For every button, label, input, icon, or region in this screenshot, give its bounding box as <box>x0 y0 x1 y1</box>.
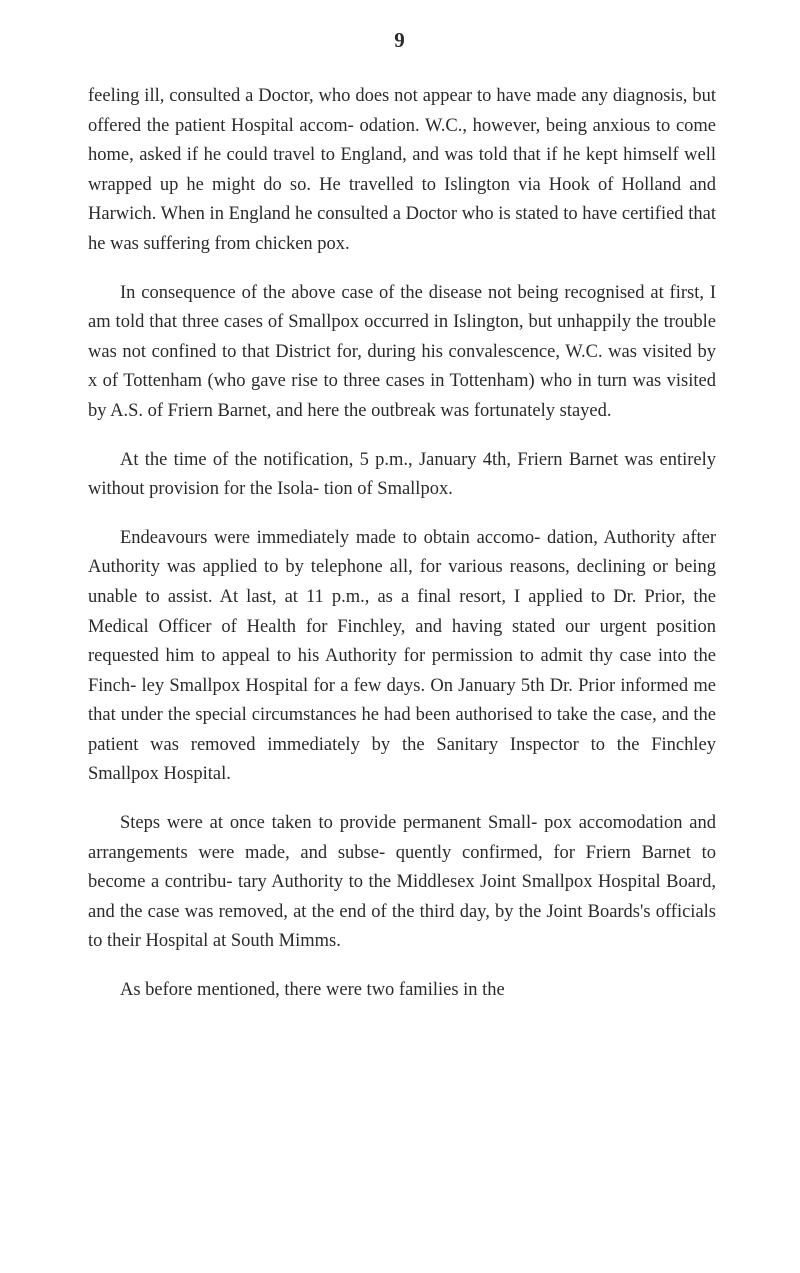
paragraph-endeavours: Endeavours were immediately made to obtain accomo- dation, Authority after Authority was applied to by telephone all, for various reasons, declining or being unable to assist. At last, at 11 p.m., as a final resort, I applied to Dr. Prior, the Medical Officer of Health for Finchley, and having stated our urgent position requested him to appeal to his Authority for permission to admit thy case into the Finch- ley Smallpox Hospital for a few days. On January 5th Dr. Prior informed me that under the special circumstances he had been authorised to take the case, and the patient was removed immediately by the Sanitary Inspector to the Finchley Smallpox Hospital. <box>88 527 716 785</box>
paragraph-notification: At the time of the notification, 5 p.m., January 4th, Friern Barnet was entirely without provision for the Isola- tion of Smallpox. <box>88 449 716 500</box>
paragraph-islington-cases: In consequence of the above case of the disease not being recognised at first, I am told that three cases of Smallpox occurred in Islington, but unhappily the trouble was not confined to that District for, during his convalescence, W.C. was visited by x of Tottenham (who gave rise to three cases in Tottenham) who in turn was visited by A.S. of Friern Barnet, and here the outbreak was fortunately stayed. <box>88 282 716 421</box>
paragraph-permanent-accommodation: Steps were at once taken to provide permanent Small- pox accomodation and arrangements were made, and subse- quently confirmed, for Friern Barnet to become a contribu- tary Authority to the Middlesex Joint Smallpox Hospital Board, and the case was removed, at the end of the third day, by the Joint Boards's officials to their Hospital at South Mimms. <box>88 813 716 952</box>
page-number: 9 <box>394 28 406 52</box>
paragraph-two-families: As before mentioned, there were two families in the <box>120 980 505 1001</box>
body-text <box>88 82 716 1006</box>
paragraph-continuation: feeling ill, consulted a Doctor, who does not appear to have made any diagnosis, but offered the patient Hospital accom- odation. W.C., however, being anxious to come home, asked if he could travel to England, and was told that if he kept himself well wrapped up he might do so. He travelled to Islington via Hook of Holland and Harwich. When in England he consulted a Doctor who is stated to have certified that he was suffering from chicken pox. <box>88 86 716 254</box>
